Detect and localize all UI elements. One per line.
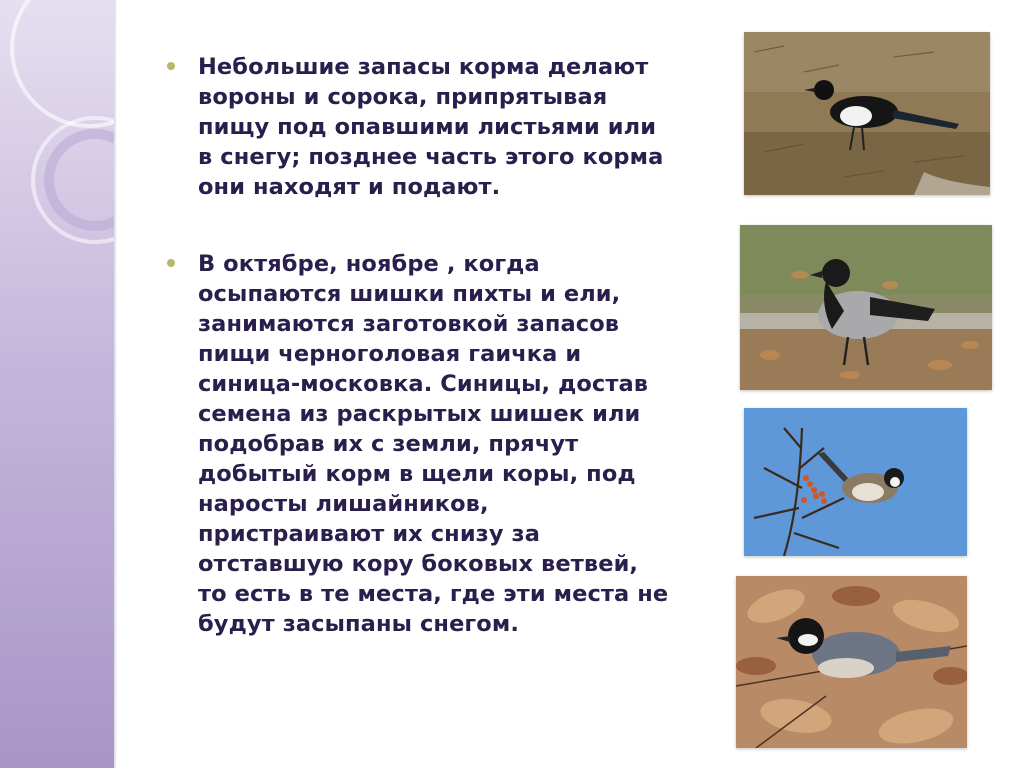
bullet-icon (167, 259, 175, 267)
decorative-side-band (0, 0, 114, 768)
paragraph-1 (162, 52, 672, 202)
chickadee-photo (744, 408, 967, 556)
coal-tit-photo (736, 576, 967, 748)
hooded-crow-photo (740, 225, 992, 390)
magpie-photo (744, 32, 990, 195)
paragraph-2 (162, 249, 672, 639)
bullet-icon (167, 62, 175, 70)
paragraph-1-text: Небольшие запасы корма делают вороны и сорока, припрятывая пищу под опавшими листьями или в снегу; позднее часть этого корма они находят и подают. (198, 54, 664, 200)
slide-text (162, 52, 672, 639)
paragraph-2-text: В октябре, ноябре , когда осыпаются шишки пихты и ели, занимаются заготовкой запасов пищи черноголовая гаичка и синица-московка. Синицы, достав семена из раскрытых шишек или подобрав их с земли, прячут добытый корм в щели коры, под наросты лишайников, пристраивают их снизу за отставшую кору боковых ветвей, то есть в те места, где эти места не будут засыпаны снегом. (198, 251, 669, 637)
band-edge (114, 0, 117, 768)
decorative-circles (0, 0, 114, 768)
